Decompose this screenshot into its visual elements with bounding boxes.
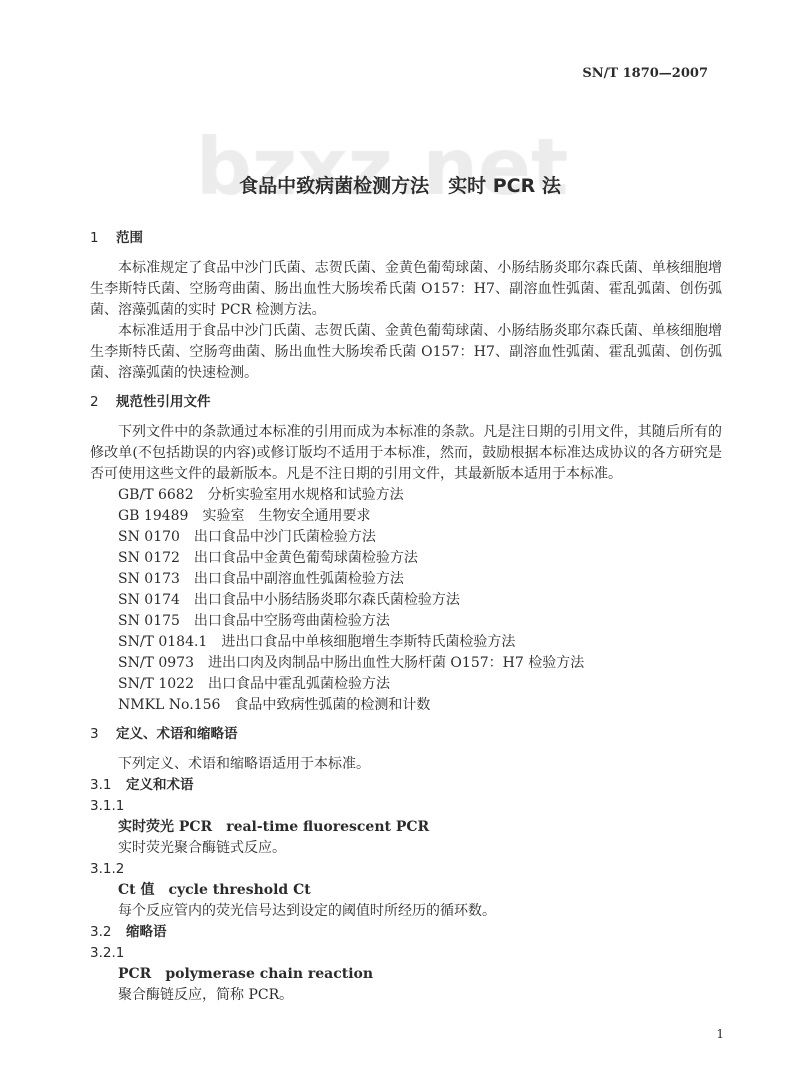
reference-item	[90, 674, 722, 695]
document-title: 食品中致病菌检测方法 实时 PCR 法	[239, 175, 561, 197]
reference-title: 出口食品中霍乱弧菌检验方法	[207, 676, 390, 692]
term-cn: 实时荧光 PCR	[118, 819, 213, 835]
reference-title: 食品中致病性弧菌的检测和计数	[234, 697, 431, 713]
section-title: 定义、术语和缩略语	[116, 726, 238, 742]
section-heading-1	[90, 228, 722, 249]
reference-item	[90, 695, 722, 716]
paragraph: 本标准适用于食品中沙门氏菌、志贺氏菌、金黄色葡萄球菌、小肠结肠炎耶尔森氏菌、单核细胞增生李斯特氏菌、空肠弯曲菌、肠出血性大肠埃希氏菌 O157：H7、副溶血性弧菌、霍乱弧菌、创伤弧菌、溶藻弧菌的快速检测。	[90, 323, 722, 381]
reference-title: 出口食品中金黄色葡萄球菌检验方法	[193, 550, 418, 566]
section-title: 规范性引用文件	[116, 394, 211, 410]
reference-item	[90, 548, 722, 569]
reference-item	[90, 632, 722, 653]
paragraph: 本标准规定了食品中沙门氏菌、志贺氏菌、金黄色葡萄球菌、小肠结肠炎耶尔森氏菌、单核细胞增生李斯特氏菌、空肠弯曲菌、肠出血性大肠埃希氏菌 O157：H7、副溶血性弧菌、霍乱弧菌、创伤弧菌、溶藻弧菌的实时 PCR 检测方法。	[90, 260, 722, 318]
reference-item	[90, 653, 722, 674]
term	[90, 880, 722, 901]
clause-number: 3.1.1	[90, 798, 125, 814]
reference-code: GB/T 6682	[118, 487, 194, 503]
reference-code: GB 19489	[118, 508, 189, 524]
reference-title: 进出口食品中单核细胞增生李斯特氏菌检验方法	[221, 634, 516, 650]
reference-code: SN 0173	[118, 571, 180, 587]
section-number: 1	[90, 230, 99, 246]
reference-code: NMKL No.156	[118, 697, 221, 713]
term-cn: Ct 值	[118, 882, 155, 898]
reference-code: SN 0172	[118, 550, 180, 566]
reference-code: SN 0174	[118, 592, 180, 608]
paragraph: 下列文件中的条款通过本标准的引用而成为本标准的条款。凡是注日期的引用文件，其随后所有的修改单(不包括勘误的内容)或修订版均不适用于本标准，然而，鼓励根据本标准达成协议的各方研究是否可使用这些文件的最新版本。凡是不注日期的引用文件，其最新版本适用于本标准。	[90, 424, 722, 482]
definition: 聚合酶链反应，简称 PCR。	[118, 987, 294, 1003]
document-body	[90, 228, 722, 1042]
term	[90, 964, 722, 985]
reference-item	[90, 590, 722, 611]
reference-title: 出口食品中副溶血性弧菌检验方法	[193, 571, 404, 587]
reference-title: 分析实验室用水规格和试验方法	[207, 487, 404, 503]
reference-title: 进出口肉及肉制品中肠出血性大肠杆菌 O157：H7 检验方法	[207, 655, 585, 671]
reference-code: SN 0175	[118, 613, 180, 629]
reference-code: SN/T 1022	[118, 676, 194, 692]
reference-code: SN/T 0184.1	[118, 634, 208, 650]
section-number: 3.1	[90, 777, 112, 793]
section-title: 缩略语	[126, 924, 167, 940]
section-title: 定义和术语	[126, 777, 194, 793]
reference-title: 出口食品中小肠结肠炎耶尔森氏菌检验方法	[193, 592, 460, 608]
reference-title: 出口食品中沙门氏菌检验方法	[193, 529, 376, 545]
section-number: 3	[90, 726, 99, 742]
page-number: 1	[716, 1027, 724, 1041]
reference-title: 出口食品中空肠弯曲菌检验方法	[193, 613, 390, 629]
section-title: 范围	[116, 230, 143, 246]
reference-item	[90, 611, 722, 632]
reference-item	[90, 569, 722, 590]
term	[90, 817, 722, 838]
term-en: polymerase chain reaction	[165, 966, 374, 982]
section-heading-3	[90, 724, 722, 745]
term-cn: PCR	[118, 966, 152, 982]
reference-title: 实验室 生物安全通用要求	[202, 508, 371, 524]
section-number: 2	[90, 394, 99, 410]
reference-list	[90, 485, 722, 716]
reference-item	[90, 485, 722, 506]
term-en: cycle threshold Ct	[168, 882, 311, 898]
definition: 实时荧光聚合酶链式反应。	[118, 840, 286, 856]
definition: 每个反应管内的荧光信号达到设定的阈值时所经历的循环数。	[118, 903, 496, 919]
section-number: 3.2	[90, 924, 112, 940]
section-heading-2	[90, 392, 722, 413]
reference-code: SN 0170	[118, 529, 180, 545]
reference-item	[90, 527, 722, 548]
clause-number: 3.2.1	[90, 945, 125, 961]
reference-code: SN/T 0973	[118, 655, 194, 671]
reference-item	[90, 506, 722, 527]
paragraph: 下列定义、术语和缩略语适用于本标准。	[118, 756, 370, 772]
subsection-heading	[90, 922, 722, 943]
clause-number: 3.1.2	[90, 861, 125, 877]
subsection-heading	[90, 775, 722, 796]
standard-code: SN/T 1870—2007	[582, 66, 708, 81]
term-en: real-time fluorescent PCR	[226, 819, 430, 835]
